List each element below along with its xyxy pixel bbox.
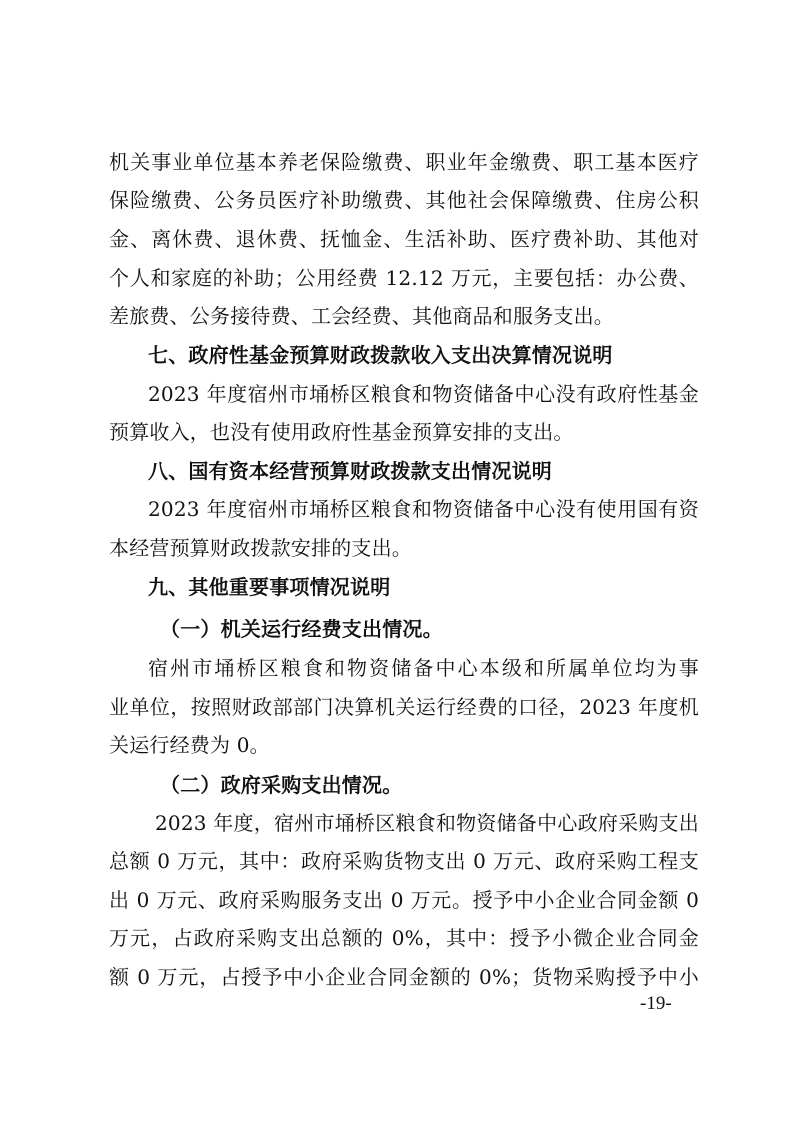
- body-text-line: 机关事业单位基本养老保险缴费、职业年金缴费、职工基本医疗: [109, 150, 699, 174]
- body-text-line: 出 0 万元、政府采购服务支出 0 万元。授予中小企业合同金额 0: [109, 888, 699, 912]
- body-text-line: 差旅费、公务接待费、工会经费、其他商品和服务支出。: [109, 304, 614, 328]
- body-text-line: 关运行经费为 0。: [109, 733, 270, 757]
- section-heading-9: 九、其他重要事项情况说明: [148, 575, 391, 599]
- section-heading-7: 七、政府性基金预算财政拨款收入支出决算情况说明: [148, 343, 613, 367]
- body-text-line: 金、离休费、退休费、抚恤金、生活补助、医疗费补助、其他对: [109, 227, 699, 251]
- page-number: -19-: [640, 993, 672, 1014]
- body-text-line: 万元，占政府采购支出总额的 0%，其中：授予小微企业合同金: [109, 926, 699, 950]
- section-heading-8: 八、国有资本经营预算财政拨款支出情况说明: [148, 459, 552, 483]
- body-text-line: 宿州市埇桥区粮食和物资储备中心本级和所属单位均为事: [148, 656, 699, 680]
- subsection-heading-2: （二）政府采购支出情况。: [160, 773, 403, 797]
- body-text-line: 保险缴费、公务员医疗补助缴费、其他社会保障缴费、住房公积: [109, 188, 699, 212]
- body-text-line: 总额 0 万元，其中：政府采购货物支出 0 万元、政府采购工程支: [109, 849, 699, 873]
- body-text-line: 预算收入，也没有使用政府性基金预算安排的支出。: [109, 420, 574, 444]
- body-text-line: 2023 年度宿州市埇桥区粮食和物资储备中心没有政府性基金: [148, 382, 699, 406]
- body-text-line: 本经营预算财政拨款安排的支出。: [109, 536, 412, 560]
- subsection-heading-1: （一）机关运行经费支出情况。: [160, 617, 443, 641]
- body-text-line: 额 0 万元，占授予中小企业合同金额的 0%；货物采购授予中小: [109, 965, 699, 989]
- body-text-line: 2023 年度，宿州市埇桥区粮食和物资储备中心政府采购支出: [155, 811, 699, 835]
- body-text-line: 个人和家庭的补助；公用经费 12.12 万元，主要包括：办公费、: [109, 266, 699, 290]
- body-text-line: 2023 年度宿州市埇桥区粮食和物资储备中心没有使用国有资: [148, 497, 699, 521]
- body-text-line: 业单位，按照财政部部门决算机关运行经费的口径，2023 年度机: [109, 695, 699, 719]
